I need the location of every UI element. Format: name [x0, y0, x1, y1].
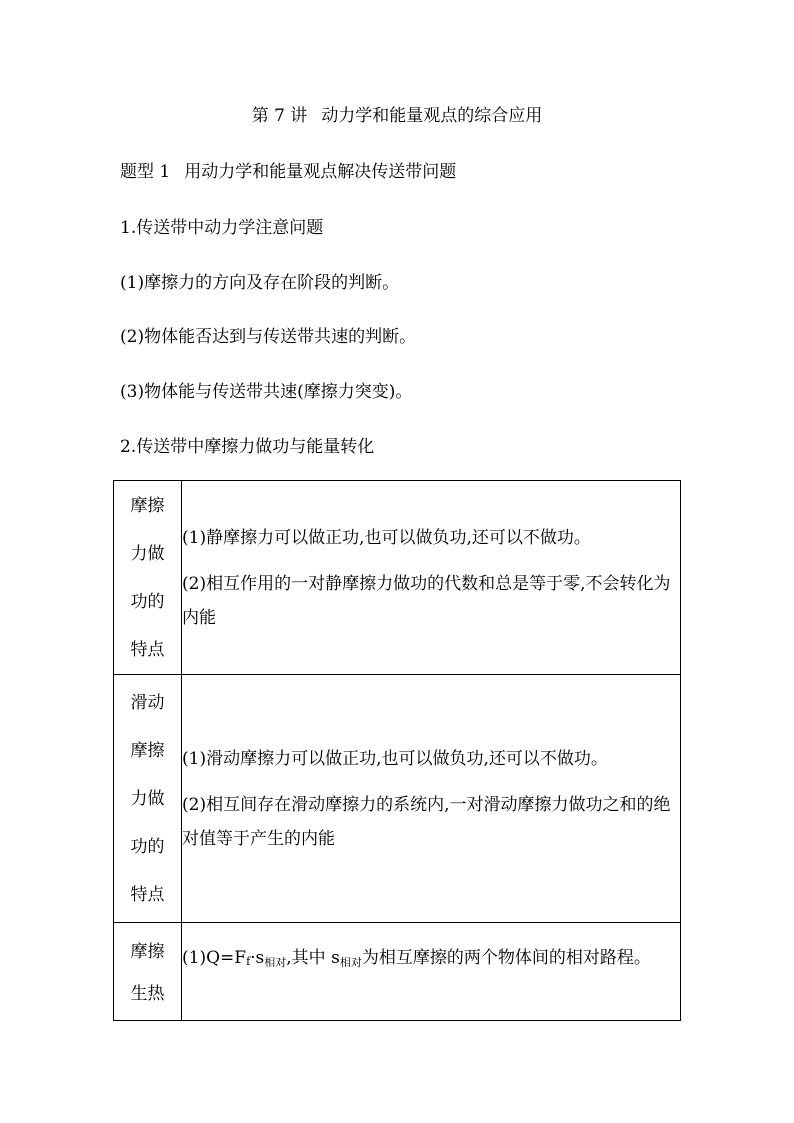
static-friction-point-1: (1)静摩擦力可以做正功,也可以做负功,还可以不做功。 — [182, 527, 591, 548]
section-label: 题型 1 — [120, 162, 171, 182]
row-label-friction-heat: 摩擦 生热 — [114, 923, 182, 1021]
lecture-topic: 动力学和能量观点的综合应用 — [321, 106, 543, 126]
row-content-friction-heat — [182, 923, 681, 1021]
point2-heading: 2.传送带中摩擦力做功与能量转化 — [120, 437, 375, 457]
point1-item-3: (3)物体能与传送带共速(摩擦力突变)。 — [120, 382, 413, 402]
static-friction-point-2: (2)相互作用的一对静摩擦力做功的代数和总是等于零,不会转化为内能 — [182, 573, 671, 628]
table-row-static-friction — [114, 481, 681, 675]
heat-formula: $(1)Q=Ff\cdot s_{相对}$,其中 $s_{相对}$为相互摩擦的两个物体间的相对路程。 — [182, 948, 651, 969]
table-row-friction-heat — [114, 923, 681, 1021]
friction-work-table — [113, 480, 681, 1021]
row-content-sliding-friction — [182, 675, 681, 923]
page-title — [0, 106, 794, 126]
table-row-sliding-friction — [114, 675, 681, 923]
point1-item-2: (2)物体能否达到与传送带共速的判断。 — [120, 327, 417, 347]
sliding-friction-point-1: (1)滑动摩擦力可以做正功,也可以做负功,还可以不做功。 — [182, 748, 608, 769]
point1-heading: 1.传送带中动力学注意问题 — [120, 218, 324, 238]
point1-item-1: (1)摩擦力的方向及存在阶段的判断。 — [120, 273, 400, 293]
lecture-number: 第 7 讲 — [251, 106, 308, 126]
row-label-static-friction: 摩擦 力做 功的 特点 — [114, 481, 182, 675]
row-label-sliding-friction: 滑动 摩擦 力做 功的 特点 — [114, 675, 182, 923]
section-heading — [120, 162, 456, 182]
section-title: 用动力学和能量观点解决传送带问题 — [184, 162, 457, 182]
row-content-static-friction — [182, 481, 681, 675]
sliding-friction-point-2: (2)相互间存在滑动摩擦力的系统内,一对滑动摩擦力做功之和的绝对值等于产生的内能 — [182, 794, 671, 849]
